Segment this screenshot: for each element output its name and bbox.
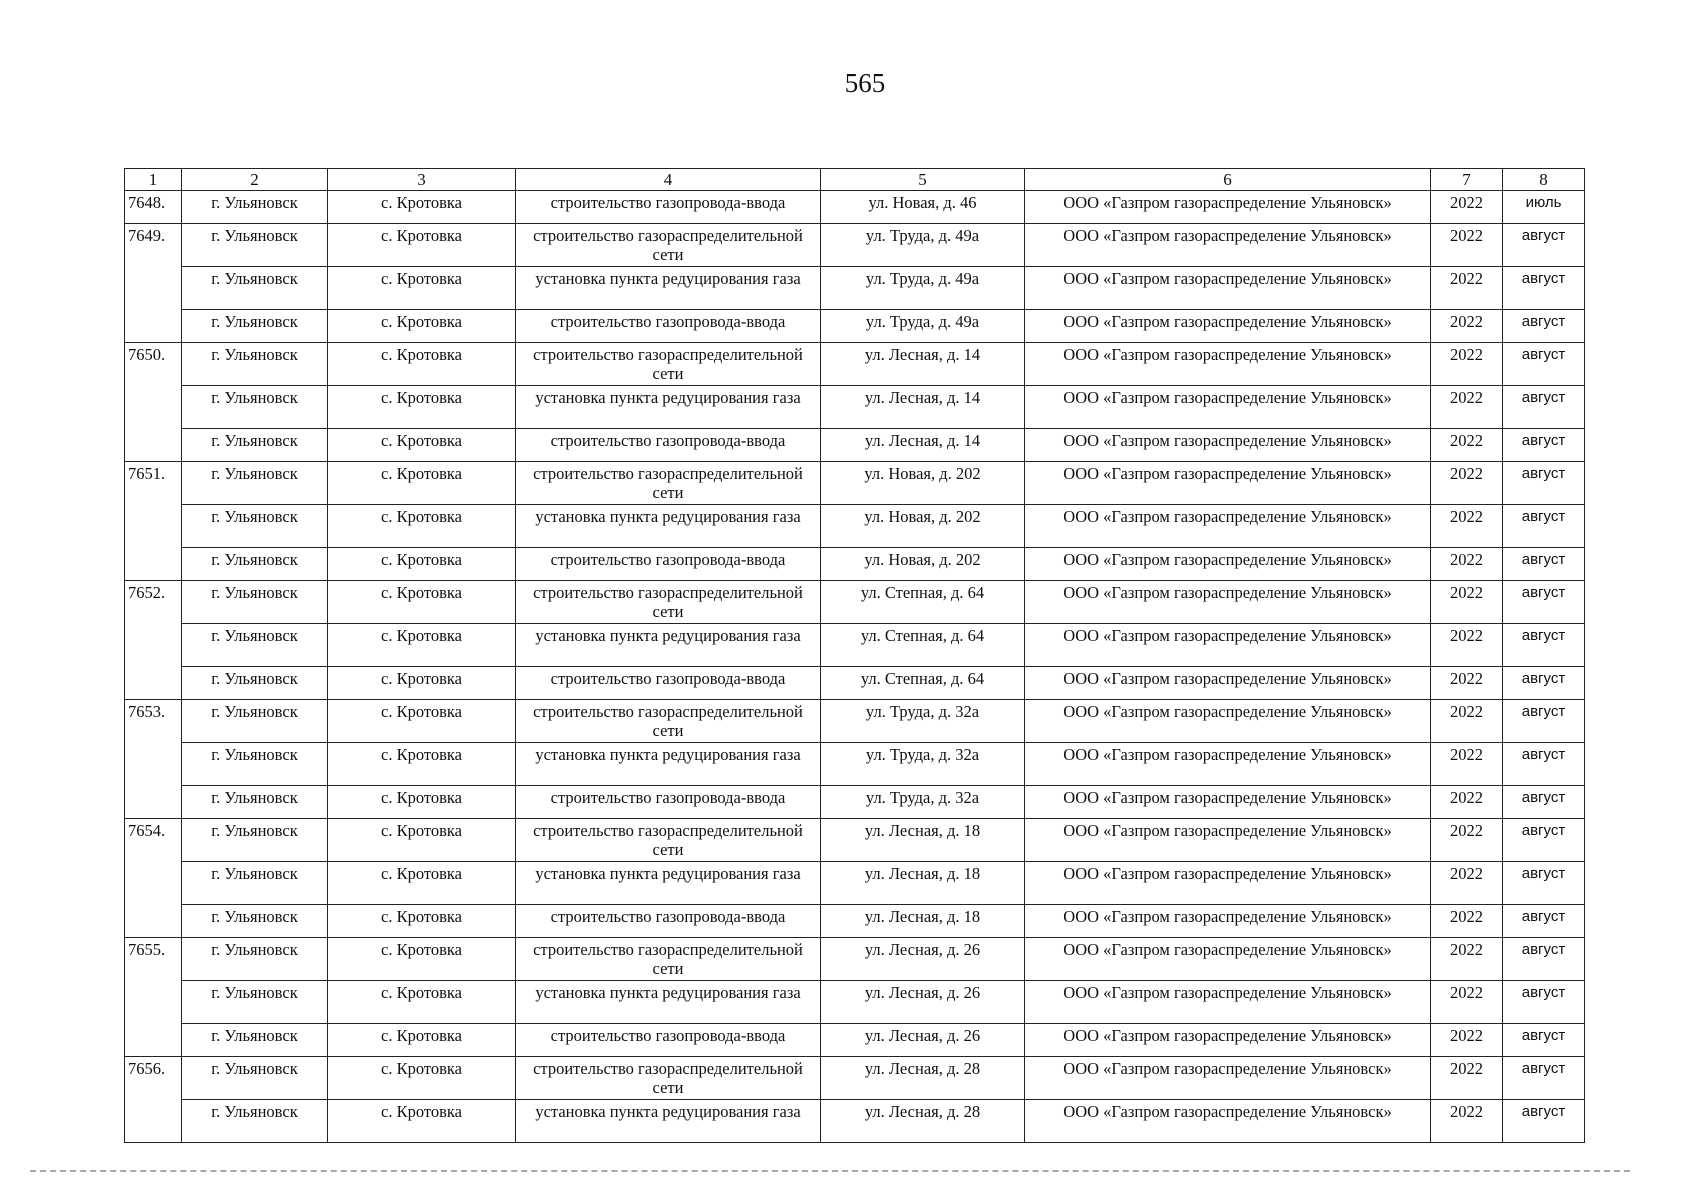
table-row <box>125 905 1585 938</box>
address-cell: ул. Труда, д. 32а <box>821 786 1025 819</box>
address-cell: ул. Лесная, д. 26 <box>821 1024 1025 1057</box>
year-cell: 2022 <box>1431 743 1503 786</box>
month-cell: август <box>1503 310 1585 343</box>
organization-cell: ООО «Газпром газораспределение Ульяновск» <box>1025 1024 1431 1057</box>
city-cell: г. Ульяновск <box>182 1057 328 1100</box>
village-cell: с. Кротовка <box>328 743 516 786</box>
work-type-cell: строительство газораспределительной сети <box>516 581 821 624</box>
month-cell: август <box>1503 581 1585 624</box>
work-type-cell: установка пункта редуцирования газа <box>516 267 821 310</box>
month-cell: август <box>1503 905 1585 938</box>
month-cell: август <box>1503 343 1585 386</box>
address-cell: ул. Лесная, д. 26 <box>821 938 1025 981</box>
month-cell: август <box>1503 938 1585 981</box>
table-row <box>125 786 1585 819</box>
village-cell: с. Кротовка <box>328 548 516 581</box>
city-cell: г. Ульяновск <box>182 743 328 786</box>
organization-cell: ООО «Газпром газораспределение Ульяновск» <box>1025 343 1431 386</box>
year-cell: 2022 <box>1431 1100 1503 1143</box>
entry-number-cell: 7654. <box>125 819 182 938</box>
work-type-cell: установка пункта редуцирования газа <box>516 862 821 905</box>
village-cell: с. Кротовка <box>328 224 516 267</box>
work-type-cell: строительство газопровода-ввода <box>516 1024 821 1057</box>
city-cell: г. Ульяновск <box>182 310 328 343</box>
village-cell: с. Кротовка <box>328 386 516 429</box>
city-cell: г. Ульяновск <box>182 981 328 1024</box>
header-col-1: 1 <box>125 169 182 191</box>
city-cell: г. Ульяновск <box>182 862 328 905</box>
organization-cell: ООО «Газпром газораспределение Ульяновск» <box>1025 581 1431 624</box>
table-row <box>125 310 1585 343</box>
work-type-cell: строительство газопровода-ввода <box>516 786 821 819</box>
organization-cell: ООО «Газпром газораспределение Ульяновск» <box>1025 786 1431 819</box>
work-type-cell: строительство газораспределительной сети <box>516 938 821 981</box>
month-cell: август <box>1503 462 1585 505</box>
year-cell: 2022 <box>1431 548 1503 581</box>
month-cell: август <box>1503 386 1585 429</box>
organization-cell: ООО «Газпром газораспределение Ульяновск» <box>1025 819 1431 862</box>
scan-bottom-rule <box>30 1170 1630 1172</box>
work-type-cell: строительство газораспределительной сети <box>516 462 821 505</box>
address-cell: ул. Лесная, д. 14 <box>821 429 1025 462</box>
month-cell: август <box>1503 786 1585 819</box>
organization-cell: ООО «Газпром газораспределение Ульяновск» <box>1025 700 1431 743</box>
year-cell: 2022 <box>1431 667 1503 700</box>
table-row <box>125 191 1585 224</box>
year-cell: 2022 <box>1431 191 1503 224</box>
village-cell: с. Кротовка <box>328 819 516 862</box>
address-cell: ул. Лесная, д. 14 <box>821 343 1025 386</box>
address-cell: ул. Лесная, д. 28 <box>821 1057 1025 1100</box>
work-type-cell: строительство газораспределительной сети <box>516 700 821 743</box>
village-cell: с. Кротовка <box>328 343 516 386</box>
month-cell: август <box>1503 1057 1585 1100</box>
organization-cell: ООО «Газпром газораспределение Ульяновск» <box>1025 1057 1431 1100</box>
address-cell: ул. Лесная, д. 14 <box>821 386 1025 429</box>
year-cell: 2022 <box>1431 224 1503 267</box>
work-type-cell: строительство газопровода-ввода <box>516 667 821 700</box>
address-cell: ул. Степная, д. 64 <box>821 581 1025 624</box>
month-cell: август <box>1503 1100 1585 1143</box>
month-cell: август <box>1503 1024 1585 1057</box>
address-cell: ул. Новая, д. 202 <box>821 505 1025 548</box>
work-type-cell: строительство газопровода-ввода <box>516 191 821 224</box>
village-cell: с. Кротовка <box>328 429 516 462</box>
city-cell: г. Ульяновск <box>182 548 328 581</box>
address-cell: ул. Лесная, д. 18 <box>821 819 1025 862</box>
entry-number-cell: 7652. <box>125 581 182 700</box>
year-cell: 2022 <box>1431 819 1503 862</box>
month-cell: август <box>1503 700 1585 743</box>
year-cell: 2022 <box>1431 905 1503 938</box>
city-cell: г. Ульяновск <box>182 386 328 429</box>
table-row <box>125 1024 1585 1057</box>
work-type-cell: установка пункта редуцирования газа <box>516 624 821 667</box>
entry-number-cell: 7651. <box>125 462 182 581</box>
table-row <box>125 667 1585 700</box>
year-cell: 2022 <box>1431 343 1503 386</box>
work-type-cell: установка пункта редуцирования газа <box>516 1100 821 1143</box>
year-cell: 2022 <box>1431 938 1503 981</box>
month-cell: август <box>1503 267 1585 310</box>
header-col-3: 3 <box>328 169 516 191</box>
header-row <box>125 169 1585 191</box>
village-cell: с. Кротовка <box>328 700 516 743</box>
year-cell: 2022 <box>1431 981 1503 1024</box>
year-cell: 2022 <box>1431 862 1503 905</box>
address-cell: ул. Лесная, д. 18 <box>821 862 1025 905</box>
organization-cell: ООО «Газпром газораспределение Ульяновск» <box>1025 624 1431 667</box>
month-cell: август <box>1503 819 1585 862</box>
work-type-cell: строительство газопровода-ввода <box>516 429 821 462</box>
address-cell: ул. Труда, д. 49а <box>821 267 1025 310</box>
year-cell: 2022 <box>1431 429 1503 462</box>
table-row <box>125 505 1585 548</box>
village-cell: с. Кротовка <box>328 267 516 310</box>
work-type-cell: установка пункта редуцирования газа <box>516 386 821 429</box>
village-cell: с. Кротовка <box>328 1024 516 1057</box>
city-cell: г. Ульяновск <box>182 191 328 224</box>
address-cell: ул. Новая, д. 46 <box>821 191 1025 224</box>
header-col-6: 6 <box>1025 169 1431 191</box>
address-cell: ул. Труда, д. 32а <box>821 743 1025 786</box>
organization-cell: ООО «Газпром газораспределение Ульяновск» <box>1025 310 1431 343</box>
entry-number-cell: 7649. <box>125 224 182 343</box>
entry-number-cell: 7650. <box>125 343 182 462</box>
city-cell: г. Ульяновск <box>182 786 328 819</box>
year-cell: 2022 <box>1431 462 1503 505</box>
village-cell: с. Кротовка <box>328 462 516 505</box>
month-cell: август <box>1503 667 1585 700</box>
village-cell: с. Кротовка <box>328 786 516 819</box>
work-type-cell: установка пункта редуцирования газа <box>516 505 821 548</box>
village-cell: с. Кротовка <box>328 310 516 343</box>
city-cell: г. Ульяновск <box>182 462 328 505</box>
city-cell: г. Ульяновск <box>182 429 328 462</box>
city-cell: г. Ульяновск <box>182 624 328 667</box>
city-cell: г. Ульяновск <box>182 1100 328 1143</box>
month-cell: август <box>1503 862 1585 905</box>
work-type-cell: строительство газопровода-ввода <box>516 905 821 938</box>
village-cell: с. Кротовка <box>328 981 516 1024</box>
table-row <box>125 624 1585 667</box>
month-cell: август <box>1503 224 1585 267</box>
year-cell: 2022 <box>1431 505 1503 548</box>
city-cell: г. Ульяновск <box>182 905 328 938</box>
organization-cell: ООО «Газпром газораспределение Ульяновск» <box>1025 191 1431 224</box>
year-cell: 2022 <box>1431 786 1503 819</box>
city-cell: г. Ульяновск <box>182 819 328 862</box>
city-cell: г. Ульяновск <box>182 581 328 624</box>
organization-cell: ООО «Газпром газораспределение Ульяновск» <box>1025 386 1431 429</box>
work-type-cell: строительство газопровода-ввода <box>516 310 821 343</box>
month-cell: август <box>1503 981 1585 1024</box>
month-cell: август <box>1503 548 1585 581</box>
city-cell: г. Ульяновск <box>182 667 328 700</box>
village-cell: с. Кротовка <box>328 938 516 981</box>
organization-cell: ООО «Газпром газораспределение Ульяновск» <box>1025 429 1431 462</box>
year-cell: 2022 <box>1431 1024 1503 1057</box>
table-row <box>125 938 1585 981</box>
table-row <box>125 1057 1585 1100</box>
city-cell: г. Ульяновск <box>182 1024 328 1057</box>
header-col-4: 4 <box>516 169 821 191</box>
month-cell: август <box>1503 505 1585 548</box>
village-cell: с. Кротовка <box>328 624 516 667</box>
month-cell: август <box>1503 743 1585 786</box>
header-col-7: 7 <box>1431 169 1503 191</box>
table-row <box>125 343 1585 386</box>
organization-cell: ООО «Газпром газораспределение Ульяновск» <box>1025 462 1431 505</box>
address-cell: ул. Степная, д. 64 <box>821 667 1025 700</box>
city-cell: г. Ульяновск <box>182 700 328 743</box>
address-cell: ул. Труда, д. 32а <box>821 700 1025 743</box>
address-cell: ул. Труда, д. 49а <box>821 310 1025 343</box>
organization-cell: ООО «Газпром газораспределение Ульяновск» <box>1025 905 1431 938</box>
month-cell: июль <box>1503 191 1585 224</box>
table-row <box>125 429 1585 462</box>
work-type-cell: строительство газопровода-ввода <box>516 548 821 581</box>
work-type-cell: установка пункта редуцирования газа <box>516 981 821 1024</box>
header-col-2: 2 <box>182 169 328 191</box>
year-cell: 2022 <box>1431 624 1503 667</box>
year-cell: 2022 <box>1431 267 1503 310</box>
year-cell: 2022 <box>1431 1057 1503 1100</box>
organization-cell: ООО «Газпром газораспределение Ульяновск» <box>1025 505 1431 548</box>
address-cell: ул. Лесная, д. 28 <box>821 1100 1025 1143</box>
table-row <box>125 743 1585 786</box>
address-cell: ул. Новая, д. 202 <box>821 548 1025 581</box>
village-cell: с. Кротовка <box>328 1057 516 1100</box>
address-cell: ул. Новая, д. 202 <box>821 462 1025 505</box>
table-row <box>125 224 1585 267</box>
work-type-cell: установка пункта редуцирования газа <box>516 743 821 786</box>
address-cell: ул. Лесная, д. 18 <box>821 905 1025 938</box>
table-row <box>125 1100 1585 1143</box>
address-cell: ул. Лесная, д. 26 <box>821 981 1025 1024</box>
work-type-cell: строительство газораспределительной сети <box>516 1057 821 1100</box>
year-cell: 2022 <box>1431 386 1503 429</box>
month-cell: август <box>1503 624 1585 667</box>
village-cell: с. Кротовка <box>328 667 516 700</box>
table-row <box>125 581 1585 624</box>
table-row <box>125 548 1585 581</box>
table-row <box>125 267 1585 310</box>
table-body <box>125 191 1585 1143</box>
organization-cell: ООО «Газпром газораспределение Ульяновск» <box>1025 267 1431 310</box>
village-cell: с. Кротовка <box>328 862 516 905</box>
village-cell: с. Кротовка <box>328 505 516 548</box>
organization-cell: ООО «Газпром газораспределение Ульяновск» <box>1025 667 1431 700</box>
entry-number-cell: 7653. <box>125 700 182 819</box>
year-cell: 2022 <box>1431 700 1503 743</box>
organization-cell: ООО «Газпром газораспределение Ульяновск» <box>1025 938 1431 981</box>
village-cell: с. Кротовка <box>328 1100 516 1143</box>
organization-cell: ООО «Газпром газораспределение Ульяновск» <box>1025 981 1431 1024</box>
gas-works-table <box>124 168 1585 1143</box>
work-type-cell: строительство газораспределительной сети <box>516 224 821 267</box>
organization-cell: ООО «Газпром газораспределение Ульяновск» <box>1025 224 1431 267</box>
village-cell: с. Кротовка <box>328 191 516 224</box>
city-cell: г. Ульяновск <box>182 267 328 310</box>
entry-number-cell: 7656. <box>125 1057 182 1143</box>
table-row <box>125 386 1585 429</box>
organization-cell: ООО «Газпром газораспределение Ульяновск» <box>1025 1100 1431 1143</box>
table-row <box>125 462 1585 505</box>
table-row <box>125 700 1585 743</box>
page-number: 565 <box>844 68 886 98</box>
city-cell: г. Ульяновск <box>182 938 328 981</box>
year-cell: 2022 <box>1431 581 1503 624</box>
entry-number-cell: 7655. <box>125 938 182 1057</box>
entry-number-cell: 7648. <box>125 191 182 224</box>
year-cell: 2022 <box>1431 310 1503 343</box>
city-cell: г. Ульяновск <box>182 224 328 267</box>
address-cell: ул. Степная, д. 64 <box>821 624 1025 667</box>
table-row <box>125 862 1585 905</box>
work-type-cell: строительство газораспределительной сети <box>516 819 821 862</box>
village-cell: с. Кротовка <box>328 905 516 938</box>
city-cell: г. Ульяновск <box>182 343 328 386</box>
address-cell: ул. Труда, д. 49а <box>821 224 1025 267</box>
city-cell: г. Ульяновск <box>182 505 328 548</box>
table-row <box>125 819 1585 862</box>
table-row <box>125 981 1585 1024</box>
header-col-8: 8 <box>1503 169 1585 191</box>
work-type-cell: строительство газораспределительной сети <box>516 343 821 386</box>
organization-cell: ООО «Газпром газораспределение Ульяновск» <box>1025 743 1431 786</box>
month-cell: август <box>1503 429 1585 462</box>
village-cell: с. Кротовка <box>328 581 516 624</box>
organization-cell: ООО «Газпром газораспределение Ульяновск» <box>1025 862 1431 905</box>
header-col-5: 5 <box>821 169 1025 191</box>
organization-cell: ООО «Газпром газораспределение Ульяновск» <box>1025 548 1431 581</box>
